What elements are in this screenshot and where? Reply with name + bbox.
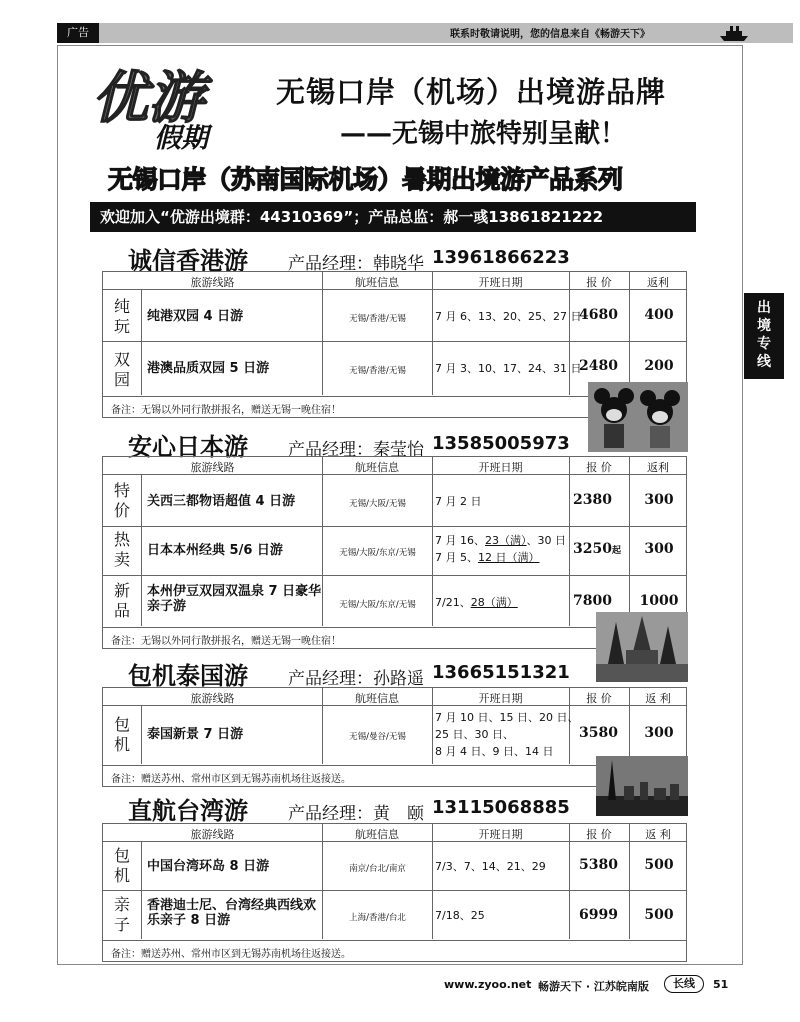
table-note: 备注：赠送苏州、常州市区到无锡苏南机场往返接送。: [111, 949, 351, 960]
header-price: 报 价: [586, 828, 612, 841]
header-route: 旅游线路: [190, 276, 235, 289]
departure-dates: 7 月 16、23（满）、30 日 7 月 5、12 日（满）: [435, 534, 566, 564]
side-tab-char: 线: [757, 354, 771, 370]
price: 3250起: [573, 541, 621, 557]
section-title: 直航台湾游: [128, 797, 248, 825]
price: 3580: [579, 725, 618, 741]
departure-dates: 7 月 6、13、20、25、27 日: [435, 310, 582, 323]
rebate: 300: [644, 541, 674, 557]
flight-info: 南京/台北/南京: [349, 864, 406, 874]
category-label: 双 园: [113, 350, 130, 389]
header-price: 报 价: [586, 276, 612, 289]
table-header: [103, 688, 686, 706]
flight-info: 无锡/曼谷/无锡: [349, 732, 406, 742]
route-name: 港澳品质双园 5 日游: [147, 361, 270, 376]
taipei-skyline-photo: [596, 756, 688, 816]
table-note: 备注：无锡以外同行散拼报名，赠送无锡一晚住宿！: [111, 405, 341, 416]
flight-info: 无锡/香港/无锡: [349, 314, 406, 324]
route-name: 泰国新景 7 日游: [147, 727, 244, 742]
category-label: 特 价: [113, 481, 130, 520]
side-tab-char: 专: [757, 336, 771, 352]
departure-dates: 7/21、28（满）: [435, 596, 518, 609]
rebate: 500: [644, 907, 674, 923]
table-header: [103, 457, 686, 475]
flight-info: 无锡/香港/无锡: [349, 366, 406, 376]
section-phone: 13115068885: [432, 797, 570, 818]
section-title: 诚信香港游: [128, 247, 248, 275]
category-label: 亲 子: [113, 895, 130, 934]
ad-tag: 广告: [57, 23, 99, 43]
header-route: 旅游线路: [190, 461, 235, 474]
contact-banner: 欢迎加入“优游出境群：44310369”；产品总监：郝一彧13861821222: [90, 202, 696, 232]
ship-logo-icon: [716, 23, 752, 43]
header-flight: 航班信息: [355, 461, 399, 474]
route-name: 香港迪士尼、台湾经典西线欢乐亲子 8 日游: [147, 898, 317, 928]
rebate: 400: [644, 307, 674, 323]
header-dates: 开班日期: [478, 461, 523, 474]
departure-dates: 7/3、7、14、21、29: [435, 860, 546, 873]
disneyland-photo: [588, 382, 688, 452]
section-manager: 产品经理：韩晓华: [288, 254, 424, 274]
departure-dates: 7 月 2 日: [435, 495, 482, 508]
top-bar: [57, 23, 793, 43]
side-tab-char: 出: [757, 300, 771, 316]
rebate: 200: [644, 358, 674, 374]
price: 2380: [573, 492, 612, 508]
section-phone: 13585005973: [432, 433, 570, 454]
price: 2480: [579, 358, 618, 374]
route-name: 中国台湾环岛 8 日游: [147, 859, 270, 874]
header-rebate: 返 利: [645, 828, 671, 841]
category-label: 包 机: [113, 846, 130, 885]
header-rebate: 返 利: [645, 692, 671, 705]
header-route: 旅游线路: [190, 828, 235, 841]
departure-dates: 7 月 10 日、15 日、20 日、 25 日、30 日、 8 月 4 日、9 日、14 日: [435, 711, 579, 758]
flight-info: 无锡/大阪/无锡: [349, 499, 406, 509]
header-dates: 开班日期: [478, 828, 523, 841]
category-label: 热 卖: [113, 530, 130, 569]
brand-subheadline: ——无锡中旅特别呈献！: [340, 119, 627, 149]
price: 7800: [573, 593, 612, 609]
flight-info: 无锡/大阪/东京/无锡: [339, 548, 416, 558]
header-rebate: 返利: [647, 276, 669, 289]
header-route: 旅游线路: [190, 692, 235, 705]
flight-info: 无锡/大阪/东京/无锡: [339, 600, 416, 610]
svg-text:假期: 假期: [154, 123, 208, 154]
route-name: 纯港双园 4 日游: [147, 309, 244, 324]
thai-temple-photo: [596, 612, 688, 682]
section-manager: 产品经理：黄 颐: [288, 804, 424, 824]
price: 5380: [579, 857, 618, 873]
section-phone: 13665151321: [432, 662, 570, 683]
rebate: 300: [644, 725, 674, 741]
category-label: 新 品: [113, 581, 130, 620]
youyou-holiday-logo: [92, 55, 272, 155]
category-label: 包 机: [113, 715, 130, 754]
table-header: [103, 272, 686, 290]
rebate: 300: [644, 492, 674, 508]
source-note: 联系时敬请说明，您的信息来自《畅游天下》: [450, 29, 650, 40]
brand-headline: 无锡口岸（机场）出境游品牌: [276, 75, 667, 109]
header-flight: 航班信息: [355, 276, 399, 289]
side-tab-char: 境: [757, 318, 771, 334]
route-name: 本州伊豆双园双温泉 7 日豪华亲子游: [147, 584, 322, 614]
rebate: 1000: [639, 593, 679, 609]
footer-publication: 畅游天下 · 江苏皖南版: [538, 980, 649, 993]
table-header: [103, 824, 686, 842]
departure-dates: 7/18、25: [435, 909, 485, 922]
flight-info: 上海/香港/台北: [349, 913, 406, 923]
footer-url-link[interactable]: www.zyoo.net: [444, 978, 532, 991]
svg-text:优游: 优游: [92, 65, 204, 131]
side-tab-outbound: [744, 293, 784, 379]
rebate: 500: [644, 857, 674, 873]
price: 4680: [579, 307, 618, 323]
header-price: 报 价: [586, 461, 612, 474]
series-title: 无锡口岸（苏南国际机场）暑期出境游产品系列: [108, 165, 623, 194]
category-label: 纯 玩: [113, 297, 130, 336]
header-price: 报 价: [586, 692, 612, 705]
header-dates: 开班日期: [478, 692, 523, 705]
table-note: 备注：无锡以外同行散拼报名，赠送无锡一晚住宿！: [111, 636, 341, 647]
section-phone: 13961866223: [432, 247, 570, 268]
departure-dates: 7 月 3、10、17、24、31 日: [435, 362, 582, 375]
table-note: 备注：赠送苏州、常州市区到无锡苏南机场往返接送。: [111, 774, 351, 785]
page-number: 51: [713, 978, 729, 991]
section-title: 包机泰国游: [128, 662, 248, 690]
route-name: 关西三都物语超值 4 日游: [147, 494, 296, 509]
header-flight: 航班信息: [355, 692, 399, 705]
section-manager: 产品经理：孙路遥: [288, 669, 424, 689]
footer-category-badge: 长线: [664, 975, 704, 993]
route-name: 日本本州经典 5/6 日游: [147, 543, 283, 558]
section-manager: 产品经理：秦莹怡: [288, 440, 424, 460]
taiwan-table: [102, 823, 687, 962]
section-title: 安心日本游: [128, 433, 248, 461]
header-flight: 航班信息: [355, 828, 399, 841]
header-rebate: 返利: [647, 461, 669, 474]
header-dates: 开班日期: [478, 276, 523, 289]
price: 6999: [579, 907, 618, 923]
